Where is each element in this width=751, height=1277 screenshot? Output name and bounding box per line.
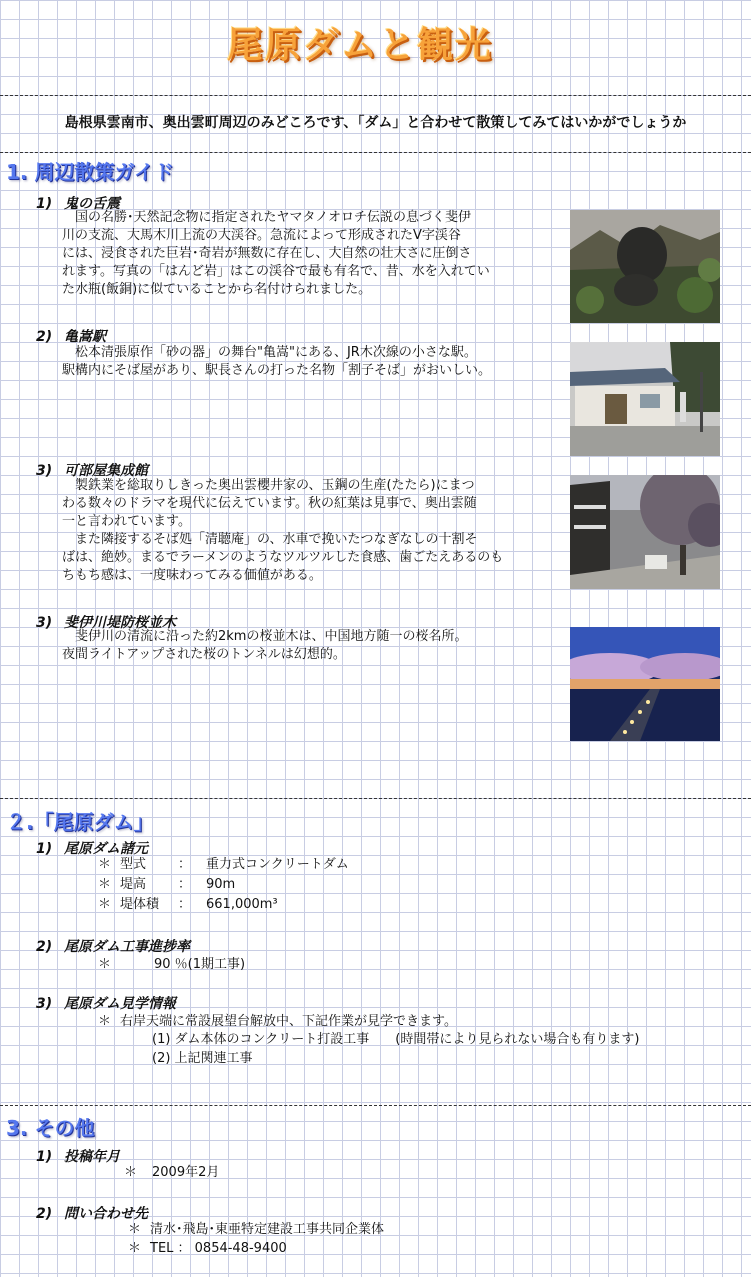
- dam-spec-row: [98, 876, 235, 894]
- bullet: ＊: [98, 957, 112, 972]
- description-line: 国の名勝･天然記念物に指定されたヤマタノオロチ伝説の息づく斐伊: [62, 210, 471, 225]
- spec-value: 661,000m³: [206, 897, 278, 912]
- description-line: ちもち感は、一度味わってみる価値がある。: [62, 568, 322, 583]
- item-title: 投稿年月: [64, 1149, 120, 1165]
- description-line: 夜間ライトアップされた桜のトンネルは幻想的。: [62, 647, 346, 662]
- spec-label: 堤体積: [120, 897, 160, 912]
- spec-label: 型式: [120, 857, 147, 872]
- item-number: 2): [36, 939, 53, 955]
- divider: [0, 152, 751, 153]
- item-number: 1): [36, 1149, 53, 1165]
- page-banner-title: 尾原ダムと観光: [226, 25, 493, 66]
- tour-text: 右岸天端に常設展望台解放中、下記作業が見学できます。: [120, 1014, 457, 1029]
- item-title: 問い合わせ先: [64, 1206, 148, 1222]
- dam-tour-heading: [36, 993, 176, 1013]
- contact-phone: TEL ： 0854-48-9400: [150, 1241, 287, 1256]
- posted-row: [124, 1164, 219, 1182]
- posted-heading: [36, 1146, 120, 1166]
- contact-heading: [36, 1203, 148, 1223]
- bullet: ＊: [98, 857, 112, 872]
- description-line: 斐伊川の清流に沿った約2kmの桜並木は、中国地方随一の桜名所。: [62, 629, 468, 644]
- description-line: には、浸食された巨岩･奇岩が無数に存在し、大自然の壮大さに圧倒さ: [62, 246, 472, 261]
- kamedake-station-photo: [570, 342, 720, 456]
- guide-item-heading: [36, 326, 106, 346]
- item-title: 可部屋集成館: [64, 463, 148, 479]
- bullet: ＊: [98, 877, 112, 892]
- item-number: 1): [36, 841, 53, 857]
- description-line: 一と言われています。: [62, 514, 191, 529]
- divider: [0, 95, 751, 96]
- section-heading-other: 3. その他: [6, 1116, 95, 1140]
- bullet: ＊: [124, 1165, 138, 1180]
- item-title: 鬼の舌震: [64, 196, 120, 212]
- progress-value: 90 ％(1期工事): [154, 957, 246, 972]
- item-title: 尾原ダム見学情報: [64, 996, 176, 1012]
- guide-item-description: [62, 344, 491, 380]
- item-title: 尾原ダム諸元: [64, 841, 148, 857]
- item-title: 亀嵩駅: [64, 329, 106, 345]
- item-number: 1): [36, 196, 53, 212]
- description-line: わる数々のドラマを現代に伝えています。秋の紅葉は見事で、奥出雲随: [62, 496, 477, 511]
- dam-tour-line: [98, 1013, 457, 1031]
- divider: [0, 798, 751, 799]
- kabeya-museum-photo: [570, 475, 720, 589]
- contact-row: [128, 1221, 384, 1239]
- description-line: 駅構内にそば屋があり、駅長さんの打った名物「割子そば」がおいしい。: [62, 363, 492, 378]
- guide-item-description: [62, 477, 503, 585]
- item-number: 3): [36, 996, 53, 1012]
- spec-separator: ：: [178, 897, 192, 912]
- item-number: 3): [36, 463, 53, 479]
- description-line: 松本清張原作「砂の器」の舞台"亀嵩"にある、JR木次線の小さな駅。: [62, 345, 477, 360]
- description-line: れます。写真の「はんど岩」はこの渓谷で最も有名で、昔、水を入れてい: [62, 264, 490, 279]
- item-number: 3): [36, 615, 53, 631]
- divider: [0, 1105, 751, 1106]
- description-line: 川の支流、大馬木川上流の大渓谷。急流によって形成されたV字渓谷: [62, 228, 461, 243]
- intro-text: 島根県雲南市、奥出雲町周辺のみどころです、「ダム」と合わせて散策してみてはいかがでしょうか: [64, 115, 687, 131]
- spec-value: 重力式コンクリートダム: [206, 857, 349, 872]
- cherry-blossom-photo: [570, 627, 720, 741]
- spec-value: 90m: [206, 877, 236, 892]
- bullet: ＊: [128, 1241, 142, 1256]
- contact-organization: 清水･飛島･東亜特定建設工事共同企業体: [150, 1222, 385, 1237]
- guide-item-description: [62, 628, 467, 664]
- item-title: 斐伊川堤防桜並木: [64, 615, 176, 631]
- tour-item: (1) ダム本体のコンクリート打設工事 (時間帯により見られない場合も有ります): [152, 1032, 640, 1047]
- bullet: ＊: [98, 897, 112, 912]
- item-number: 2): [36, 1206, 53, 1222]
- item-number: 2): [36, 329, 53, 345]
- dam-spec-row: [98, 856, 349, 874]
- bullet: ＊: [128, 1222, 142, 1237]
- description-line: 製鉄業を総取りしきった奥出雲櫻井家の、玉鋼の生産(たたら)にまつ: [62, 478, 475, 493]
- item-title: 尾原ダム工事進捗率: [64, 939, 190, 955]
- contact-row: [128, 1240, 287, 1258]
- section-heading-dam: ２.「尾原ダム」: [6, 810, 154, 834]
- description-line: た水瓶(飯銅)に似ていることから名付けられました。: [62, 282, 372, 297]
- posted-value: 2009年2月: [152, 1165, 220, 1180]
- dam-spec-row: [98, 896, 278, 914]
- description-line: ばは、絶妙。まるでラーメンのようなツルツルした食感、歯ごたえあるのも: [62, 550, 504, 565]
- guide-item-description: [62, 209, 490, 299]
- dam-spec-heading: [36, 838, 148, 858]
- dam-progress-heading: [36, 936, 190, 956]
- description-line: また隣接するそば処「清聴庵」の、水車で挽いたつなぎなしの十割そ: [62, 532, 478, 547]
- spec-separator: ：: [178, 877, 192, 892]
- spec-label: 堤高: [120, 877, 147, 892]
- section-heading-guide: 1. 周辺散策ガイド: [6, 160, 174, 184]
- spec-separator: ：: [178, 857, 192, 872]
- bullet: ＊: [98, 1014, 112, 1029]
- dam-progress-row: [98, 956, 245, 974]
- tour-item: (2) 上記関連工事: [152, 1051, 253, 1066]
- handoiwa-photo: [570, 210, 720, 323]
